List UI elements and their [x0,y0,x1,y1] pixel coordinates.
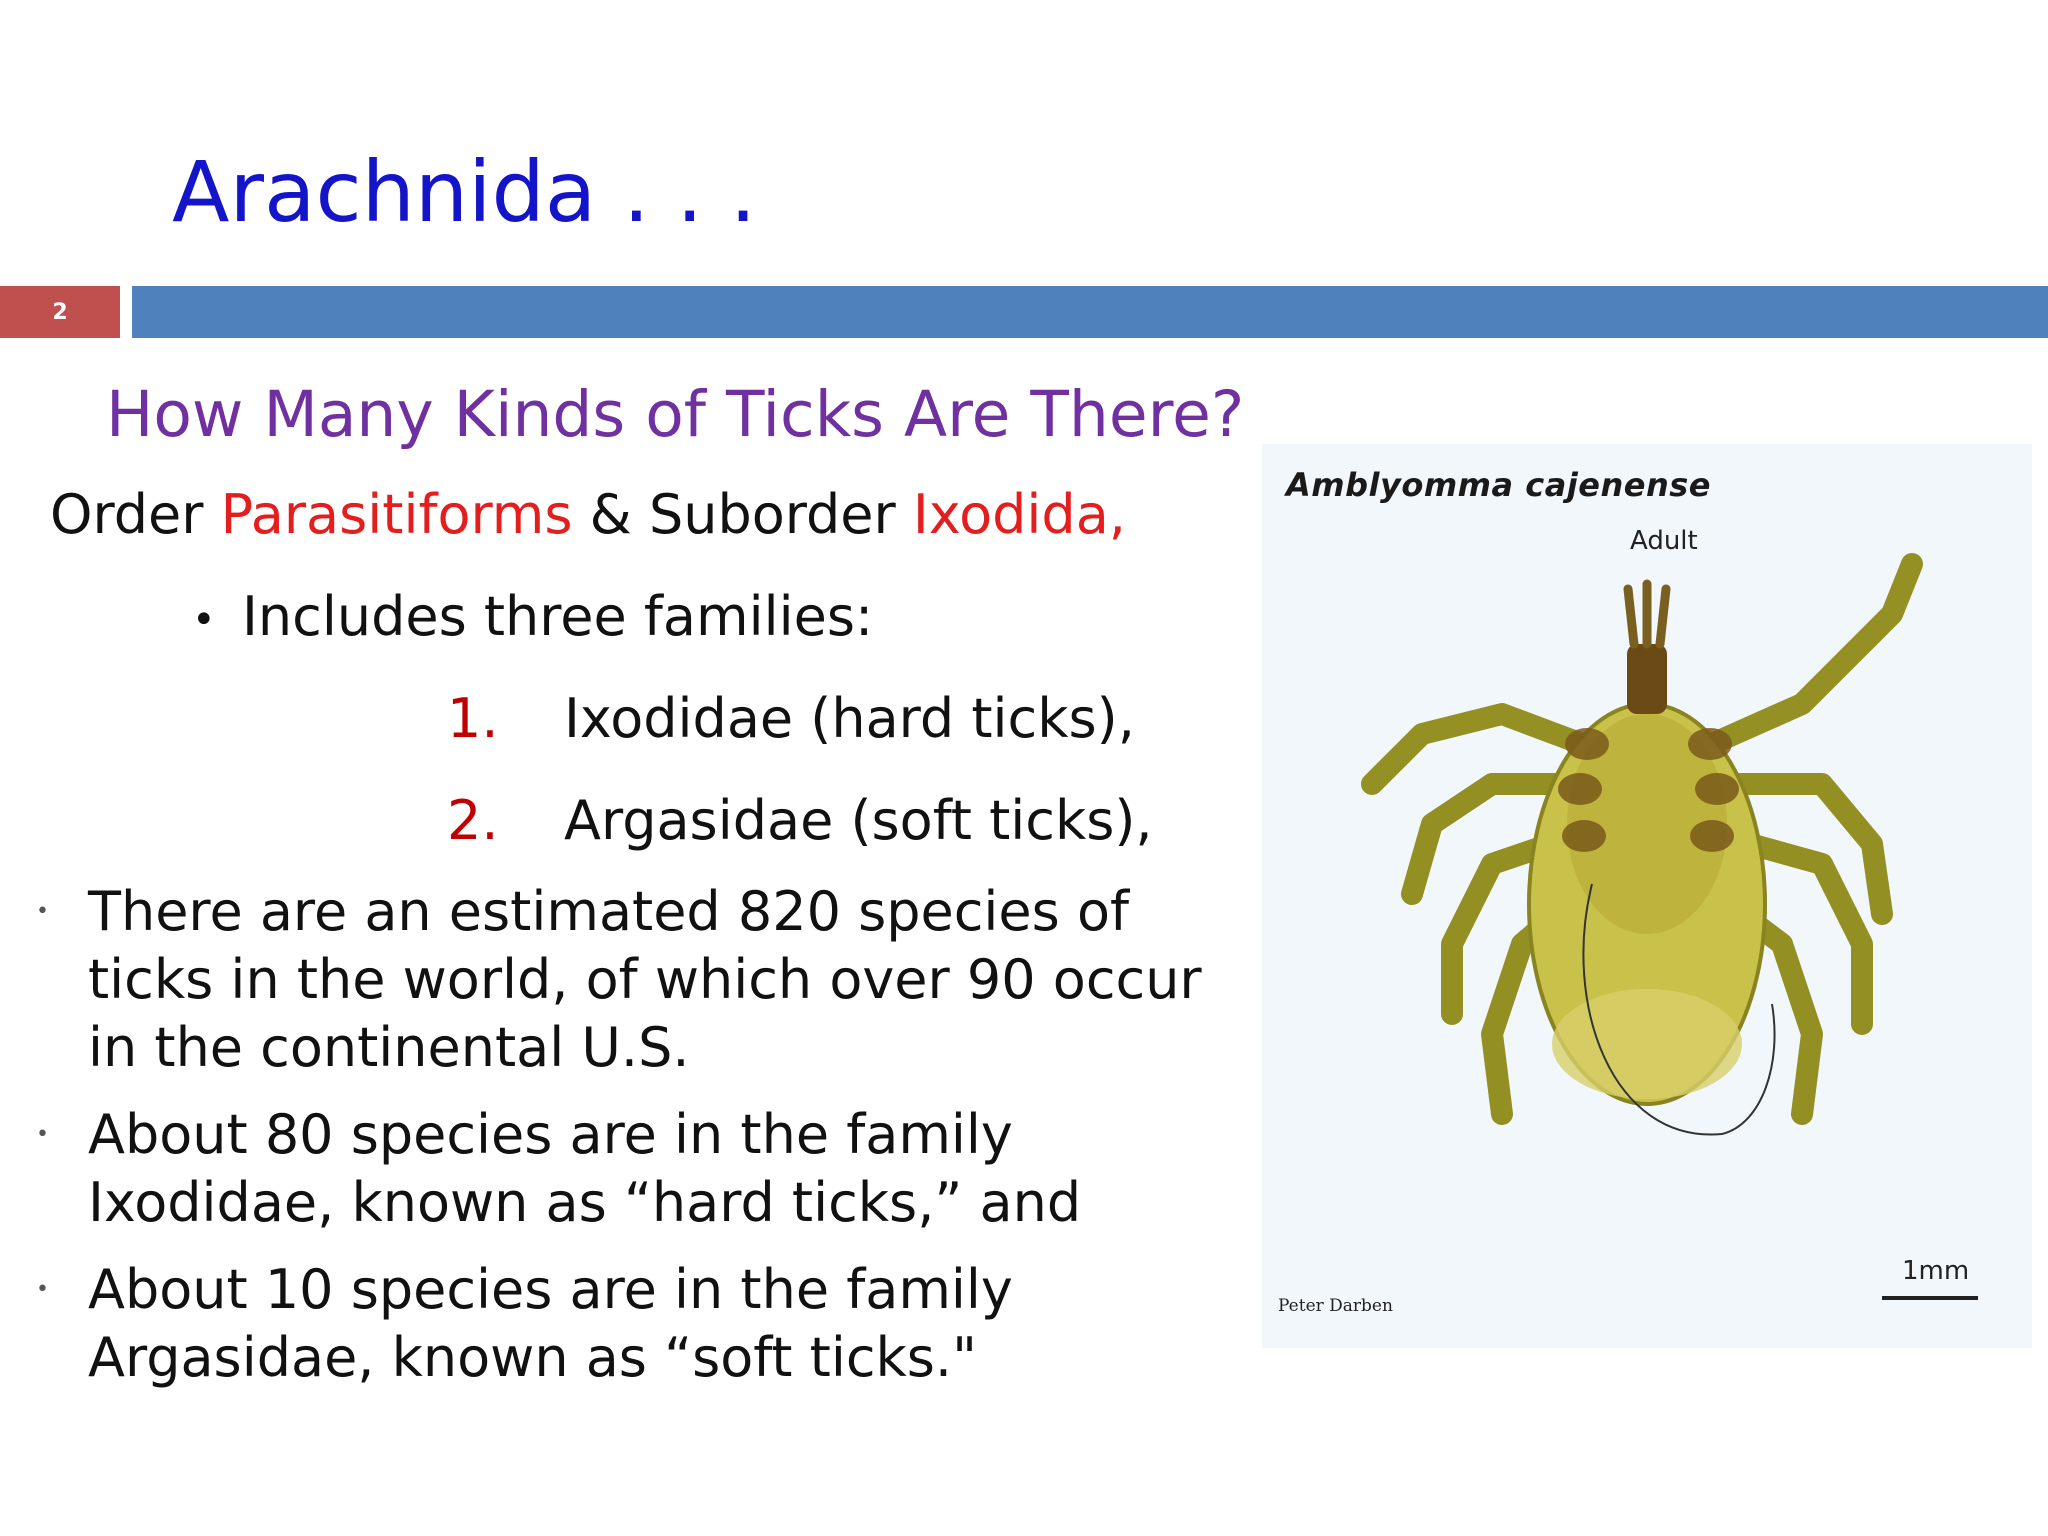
families-intro [192,585,874,648]
bullet-text: About 10 species are in the family Argasidae, known as “soft ticks." [88,1258,1013,1389]
bullet-dot: • [36,1277,49,1302]
scale-label: 1mm [1902,1256,1970,1286]
slide-number: 2 [0,286,120,338]
slide-title: Arachnida . . . [172,143,757,241]
bullet-item [36,1101,1236,1237]
bullet-list [36,878,1236,1411]
order-prefix: Order [50,483,221,546]
bullet-item [36,878,1236,1082]
bullet-item [36,1256,1236,1392]
families-intro-text: Includes three families: [242,585,874,648]
tick-illustration [1262,444,2032,1348]
species-label: Amblyomma cajenense [1286,466,1711,504]
family-item [447,789,1153,852]
order-middle: & Suborder [572,483,913,546]
family-text: Ixodidae (hard ticks), [564,687,1135,750]
suborder-name: Ixodida, [912,483,1126,546]
bullet-text: There are an estimated 820 species of ticks in the world, of which over 90 occur in the continental U.S. [88,880,1202,1079]
family-text: Argasidae (soft ticks), [564,789,1153,852]
photo-credit: Peter Darben [1278,1296,1393,1316]
slide-subtitle: How Many Kinds of Ticks Are There? [106,378,1245,451]
stage-label: Adult [1630,526,1698,556]
bullet-dot: • [36,1122,49,1147]
scale-bar [1882,1296,1978,1300]
header-bar [132,286,2048,338]
family-number: 2. [447,789,499,852]
order-line [50,483,1126,546]
family-item [447,687,1135,750]
bullet-dot: • [192,597,216,644]
bullet-dot: • [36,899,49,924]
bullet-text: About 80 species are in the family Ixodidae, known as “hard ticks,” and [88,1103,1082,1234]
order-name: Parasitiforms [220,483,573,546]
family-number: 1. [447,687,499,750]
tick-photo [1262,444,2032,1348]
